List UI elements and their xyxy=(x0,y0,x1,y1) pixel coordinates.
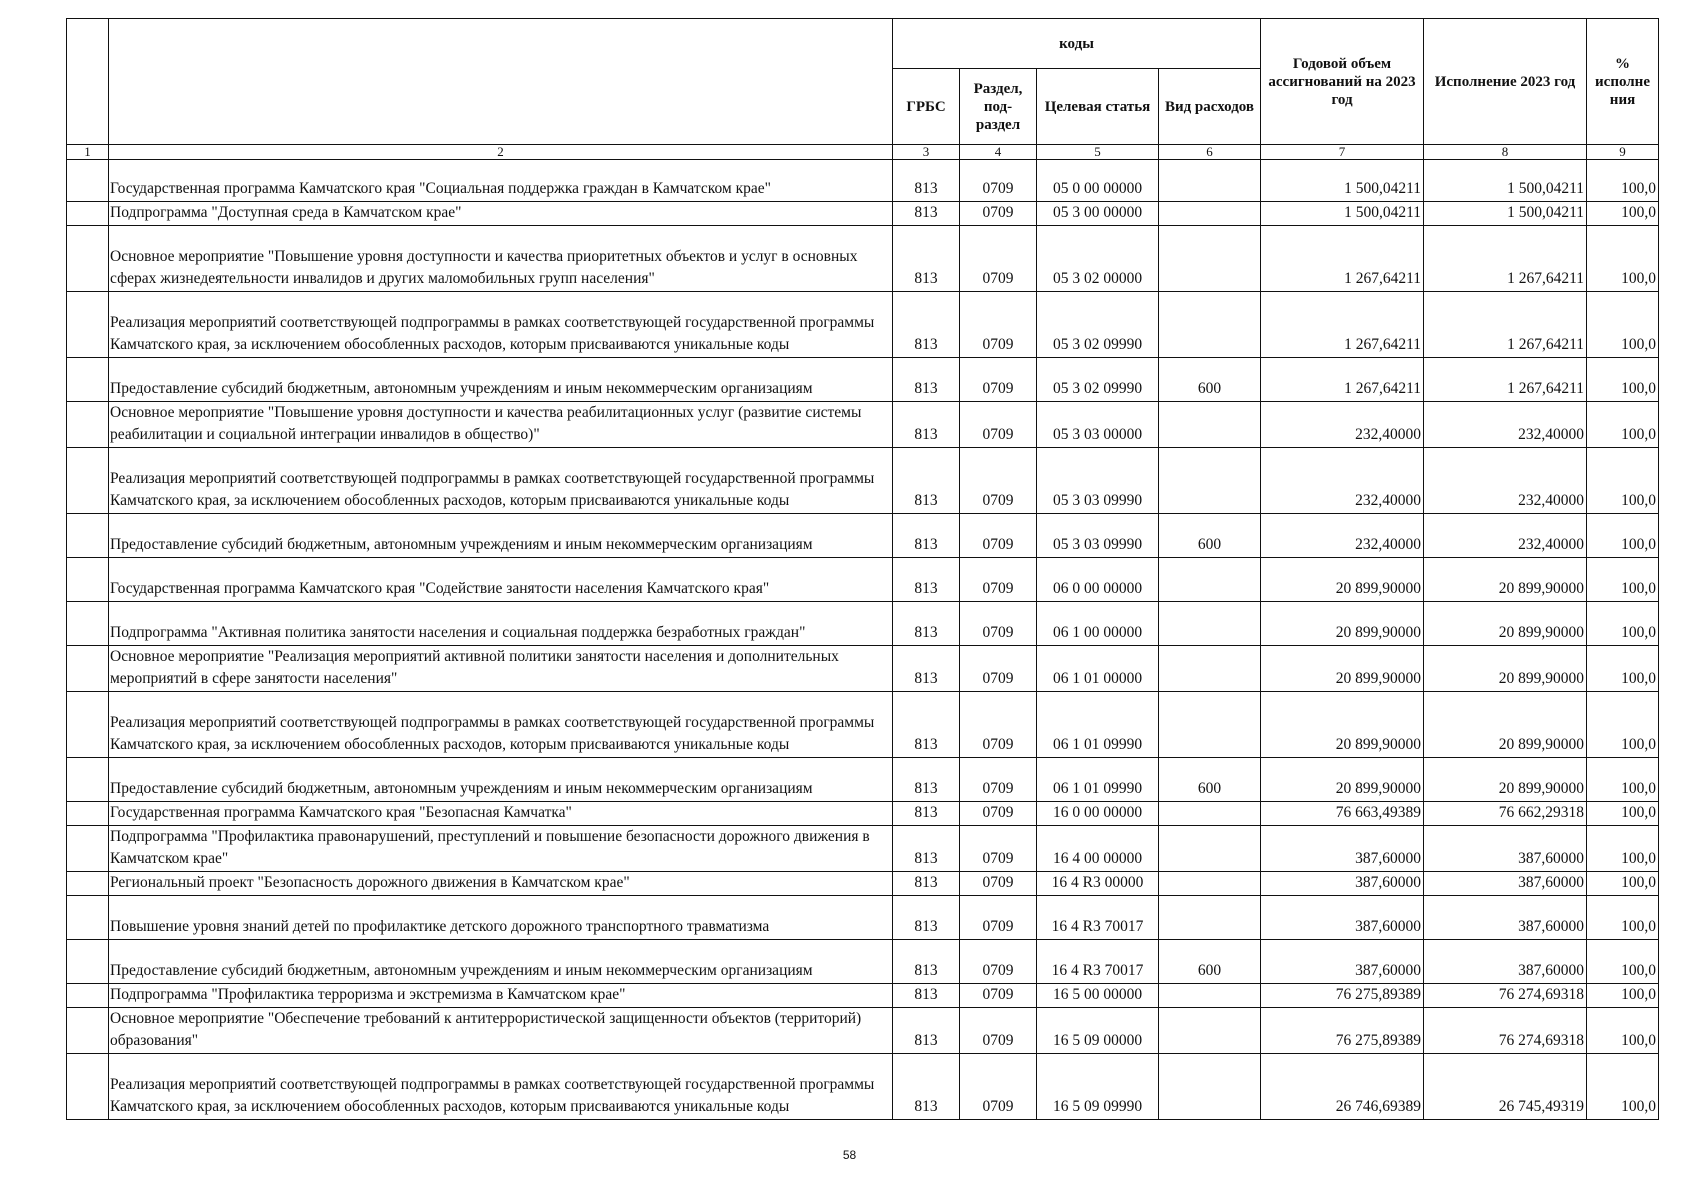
header-expense-type: Вид расходов xyxy=(1159,69,1261,145)
colnum: 6 xyxy=(1159,145,1261,160)
row-grbs: 813 xyxy=(893,646,960,692)
table-row xyxy=(67,558,1659,602)
row-target-code: 05 3 02 09990 xyxy=(1037,358,1159,402)
row-section: 0709 xyxy=(960,358,1037,402)
row-index-cell xyxy=(67,826,109,872)
row-percent: 100,0 xyxy=(1587,646,1659,692)
row-name: Повышение уровня знаний детей по профилактике детского дорожного транспортного травматизма xyxy=(109,896,893,940)
row-percent: 100,0 xyxy=(1587,358,1659,402)
row-percent: 100,0 xyxy=(1587,984,1659,1008)
row-annual-amount: 1 500,04211 xyxy=(1261,202,1424,226)
row-grbs: 813 xyxy=(893,826,960,872)
row-expense-type xyxy=(1159,202,1261,226)
row-execution-amount: 1 500,04211 xyxy=(1424,202,1587,226)
row-grbs: 813 xyxy=(893,202,960,226)
row-name: Предоставление субсидий бюджетным, автономным учреждениям и иным некоммерческим организациям xyxy=(109,358,893,402)
row-percent: 100,0 xyxy=(1587,226,1659,292)
row-expense-type xyxy=(1159,558,1261,602)
row-expense-type xyxy=(1159,692,1261,758)
row-expense-type: 600 xyxy=(1159,758,1261,802)
column-number-row xyxy=(67,145,1659,160)
row-annual-amount: 76 275,89389 xyxy=(1261,984,1424,1008)
colnum: 1 xyxy=(67,145,109,160)
row-percent: 100,0 xyxy=(1587,202,1659,226)
row-section: 0709 xyxy=(960,558,1037,602)
page-number: 58 xyxy=(842,1148,857,1162)
row-name: Реализация мероприятий соответствующей подпрограммы в рамках соответствующей государственной программы Камчатского края, за исключением обособленных расходов, которым присваиваются уникальные коды xyxy=(109,1054,893,1120)
row-execution-amount: 232,40000 xyxy=(1424,402,1587,448)
row-percent: 100,0 xyxy=(1587,402,1659,448)
row-annual-amount: 1 267,64211 xyxy=(1261,226,1424,292)
row-section: 0709 xyxy=(960,826,1037,872)
row-name: Реализация мероприятий соответствующей подпрограммы в рамках соответствующей государственной программы Камчатского края, за исключением обособленных расходов, которым присваиваются уникальные коды xyxy=(109,692,893,758)
row-section: 0709 xyxy=(960,202,1037,226)
row-target-code: 06 1 00 00000 xyxy=(1037,602,1159,646)
row-execution-amount: 76 274,69318 xyxy=(1424,984,1587,1008)
row-name: Подпрограмма "Активная политика занятости населения и социальная поддержка безработных граждан" xyxy=(109,602,893,646)
row-execution-amount: 1 267,64211 xyxy=(1424,226,1587,292)
row-expense-type xyxy=(1159,896,1261,940)
table-row xyxy=(67,758,1659,802)
row-index-cell xyxy=(67,160,109,202)
row-grbs: 813 xyxy=(893,802,960,826)
header-grbs: ГРБС xyxy=(893,69,960,145)
row-index-cell xyxy=(67,802,109,826)
row-index-cell xyxy=(67,984,109,1008)
row-index-cell xyxy=(67,202,109,226)
row-annual-amount: 26 746,69389 xyxy=(1261,1054,1424,1120)
row-execution-amount: 76 274,69318 xyxy=(1424,1008,1587,1054)
row-execution-amount: 232,40000 xyxy=(1424,448,1587,514)
row-annual-amount: 232,40000 xyxy=(1261,448,1424,514)
row-grbs: 813 xyxy=(893,558,960,602)
row-annual-amount: 387,60000 xyxy=(1261,826,1424,872)
row-execution-amount: 387,60000 xyxy=(1424,826,1587,872)
row-name: Основное мероприятие "Реализация мероприятий активной политики занятости населения и дополнительных мероприятий в сфере занятости населения" xyxy=(109,646,893,692)
row-index-cell xyxy=(67,758,109,802)
row-expense-type: 600 xyxy=(1159,940,1261,984)
row-index-cell xyxy=(67,602,109,646)
row-target-code: 16 5 09 09990 xyxy=(1037,1054,1159,1120)
row-target-code: 06 0 00 00000 xyxy=(1037,558,1159,602)
row-annual-amount: 232,40000 xyxy=(1261,402,1424,448)
row-execution-amount: 20 899,90000 xyxy=(1424,558,1587,602)
row-target-code: 05 3 03 09990 xyxy=(1037,448,1159,514)
row-execution-amount: 20 899,90000 xyxy=(1424,646,1587,692)
row-execution-amount: 387,60000 xyxy=(1424,940,1587,984)
colnum: 2 xyxy=(109,145,893,160)
row-execution-amount: 1 500,04211 xyxy=(1424,160,1587,202)
row-target-code: 05 3 02 00000 xyxy=(1037,226,1159,292)
row-name: Государственная программа Камчатского края "Социальная поддержка граждан в Камчатском крае" xyxy=(109,160,893,202)
table-row xyxy=(67,292,1659,358)
row-name: Предоставление субсидий бюджетным, автономным учреждениям и иным некоммерческим организациям xyxy=(109,940,893,984)
row-percent: 100,0 xyxy=(1587,692,1659,758)
row-grbs: 813 xyxy=(893,448,960,514)
row-name: Подпрограмма "Профилактика правонарушений, преступлений и повышение безопасности дорожного движения в Камчатском крае" xyxy=(109,826,893,872)
row-grbs: 813 xyxy=(893,358,960,402)
row-index-cell xyxy=(67,558,109,602)
row-grbs: 813 xyxy=(893,984,960,1008)
row-target-code: 05 3 02 09990 xyxy=(1037,292,1159,358)
row-expense-type xyxy=(1159,872,1261,896)
row-target-code: 05 3 03 09990 xyxy=(1037,514,1159,558)
header-percent: % исполне ния xyxy=(1587,19,1659,145)
table-row xyxy=(67,448,1659,514)
row-annual-amount: 232,40000 xyxy=(1261,514,1424,558)
row-name: Реализация мероприятий соответствующей подпрограммы в рамках соответствующей государственной программы Камчатского края, за исключением обособленных расходов, которым присваиваются уникальные коды xyxy=(109,292,893,358)
row-section: 0709 xyxy=(960,802,1037,826)
row-index-cell xyxy=(67,358,109,402)
row-grbs: 813 xyxy=(893,896,960,940)
colnum: 7 xyxy=(1261,145,1424,160)
table-row xyxy=(67,984,1659,1008)
row-index-cell xyxy=(67,692,109,758)
row-percent: 100,0 xyxy=(1587,160,1659,202)
row-section: 0709 xyxy=(960,758,1037,802)
row-expense-type xyxy=(1159,160,1261,202)
row-annual-amount: 1 267,64211 xyxy=(1261,358,1424,402)
row-section: 0709 xyxy=(960,1008,1037,1054)
table-row xyxy=(67,802,1659,826)
row-section: 0709 xyxy=(960,940,1037,984)
row-target-code: 06 1 01 09990 xyxy=(1037,692,1159,758)
row-expense-type xyxy=(1159,1008,1261,1054)
row-percent: 100,0 xyxy=(1587,826,1659,872)
row-index-cell xyxy=(67,940,109,984)
row-index-cell xyxy=(67,1054,109,1120)
row-name: Подпрограмма "Доступная среда в Камчатском крае" xyxy=(109,202,893,226)
row-grbs: 813 xyxy=(893,692,960,758)
table-row xyxy=(67,872,1659,896)
row-target-code: 05 3 00 00000 xyxy=(1037,202,1159,226)
row-name: Основное мероприятие "Повышение уровня доступности и качества приоритетных объектов и услуг в основных сферах жизнедеятельности инвалидов и других маломобильных групп населения" xyxy=(109,226,893,292)
row-grbs: 813 xyxy=(893,940,960,984)
row-index-cell xyxy=(67,402,109,448)
row-target-code: 05 3 03 00000 xyxy=(1037,402,1159,448)
row-execution-amount: 1 267,64211 xyxy=(1424,292,1587,358)
table-row xyxy=(67,1008,1659,1054)
table-row xyxy=(67,692,1659,758)
table-row xyxy=(67,940,1659,984)
row-index-cell xyxy=(67,896,109,940)
row-expense-type xyxy=(1159,402,1261,448)
row-target-code: 16 4 R3 70017 xyxy=(1037,896,1159,940)
row-grbs: 813 xyxy=(893,514,960,558)
table-row xyxy=(67,402,1659,448)
row-name: Реализация мероприятий соответствующей подпрограммы в рамках соответствующей государственной программы Камчатского края, за исключением обособленных расходов, которым присваиваются уникальные коды xyxy=(109,448,893,514)
row-annual-amount: 387,60000 xyxy=(1261,872,1424,896)
row-grbs: 813 xyxy=(893,1054,960,1120)
row-execution-amount: 20 899,90000 xyxy=(1424,602,1587,646)
row-percent: 100,0 xyxy=(1587,896,1659,940)
row-section: 0709 xyxy=(960,160,1037,202)
row-index-cell xyxy=(67,292,109,358)
row-grbs: 813 xyxy=(893,1008,960,1054)
row-name: Государственная программа Камчатского края "Содействие занятости населения Камчатского края" xyxy=(109,558,893,602)
row-expense-type xyxy=(1159,448,1261,514)
row-annual-amount: 387,60000 xyxy=(1261,940,1424,984)
row-annual-amount: 76 663,49389 xyxy=(1261,802,1424,826)
colnum: 8 xyxy=(1424,145,1587,160)
row-percent: 100,0 xyxy=(1587,448,1659,514)
row-percent: 100,0 xyxy=(1587,1054,1659,1120)
colnum: 4 xyxy=(960,145,1037,160)
row-expense-type xyxy=(1159,602,1261,646)
row-grbs: 813 xyxy=(893,402,960,448)
row-execution-amount: 20 899,90000 xyxy=(1424,692,1587,758)
row-target-code: 16 4 R3 70017 xyxy=(1037,940,1159,984)
row-execution-amount: 387,60000 xyxy=(1424,872,1587,896)
row-target-code: 05 0 00 00000 xyxy=(1037,160,1159,202)
row-index-cell xyxy=(67,226,109,292)
budget-execution-table xyxy=(66,18,1659,1120)
table-row xyxy=(67,514,1659,558)
row-expense-type xyxy=(1159,646,1261,692)
row-annual-amount: 76 275,89389 xyxy=(1261,1008,1424,1054)
row-target-code: 16 0 00 00000 xyxy=(1037,802,1159,826)
header-section: Раздел, под-раздел xyxy=(960,69,1037,145)
row-annual-amount: 20 899,90000 xyxy=(1261,558,1424,602)
row-percent: 100,0 xyxy=(1587,514,1659,558)
row-grbs: 813 xyxy=(893,758,960,802)
row-percent: 100,0 xyxy=(1587,1008,1659,1054)
row-section: 0709 xyxy=(960,448,1037,514)
row-section: 0709 xyxy=(960,646,1037,692)
row-index-cell xyxy=(67,872,109,896)
row-name: Основное мероприятие "Повышение уровня доступности и качества реабилитационных услуг (развитие системы реабилитации и социальной интеграции инвалидов в общество)" xyxy=(109,402,893,448)
row-name: Предоставление субсидий бюджетным, автономным учреждениям и иным некоммерческим организациям xyxy=(109,514,893,558)
header-annual: Годовой объем ассигнований на 2023 год xyxy=(1261,19,1424,145)
row-index-cell xyxy=(67,514,109,558)
row-target-code: 16 5 09 00000 xyxy=(1037,1008,1159,1054)
row-execution-amount: 20 899,90000 xyxy=(1424,758,1587,802)
colnum: 5 xyxy=(1037,145,1159,160)
row-grbs: 813 xyxy=(893,160,960,202)
row-index-cell xyxy=(67,1008,109,1054)
row-section: 0709 xyxy=(960,602,1037,646)
row-annual-amount: 20 899,90000 xyxy=(1261,692,1424,758)
row-name: Региональный проект "Безопасность дорожного движения в Камчатском крае" xyxy=(109,872,893,896)
row-section: 0709 xyxy=(960,896,1037,940)
row-section: 0709 xyxy=(960,1054,1037,1120)
row-percent: 100,0 xyxy=(1587,872,1659,896)
row-expense-type xyxy=(1159,984,1261,1008)
row-section: 0709 xyxy=(960,872,1037,896)
row-expense-type xyxy=(1159,226,1261,292)
header-target: Целевая статья xyxy=(1037,69,1159,145)
row-execution-amount: 232,40000 xyxy=(1424,514,1587,558)
row-target-code: 06 1 01 00000 xyxy=(1037,646,1159,692)
table-row xyxy=(67,160,1659,202)
table-row xyxy=(67,646,1659,692)
row-expense-type: 600 xyxy=(1159,514,1261,558)
header-execution: Исполнение 2023 год xyxy=(1424,19,1587,145)
row-name: Предоставление субсидий бюджетным, автономным учреждениям и иным некоммерческим организациям xyxy=(109,758,893,802)
row-grbs: 813 xyxy=(893,602,960,646)
header-codes: коды xyxy=(893,19,1261,69)
row-section: 0709 xyxy=(960,226,1037,292)
row-expense-type xyxy=(1159,292,1261,358)
row-target-code: 16 4 00 00000 xyxy=(1037,826,1159,872)
row-percent: 100,0 xyxy=(1587,558,1659,602)
row-expense-type xyxy=(1159,802,1261,826)
row-annual-amount: 20 899,90000 xyxy=(1261,646,1424,692)
row-percent: 100,0 xyxy=(1587,758,1659,802)
row-execution-amount: 76 662,29318 xyxy=(1424,802,1587,826)
row-annual-amount: 1 500,04211 xyxy=(1261,160,1424,202)
row-expense-type xyxy=(1159,1054,1261,1120)
row-grbs: 813 xyxy=(893,226,960,292)
row-annual-amount: 1 267,64211 xyxy=(1261,292,1424,358)
row-section: 0709 xyxy=(960,514,1037,558)
table-row xyxy=(67,226,1659,292)
row-index-cell xyxy=(67,448,109,514)
row-annual-amount: 20 899,90000 xyxy=(1261,602,1424,646)
row-section: 0709 xyxy=(960,402,1037,448)
row-index-cell xyxy=(67,646,109,692)
row-percent: 100,0 xyxy=(1587,292,1659,358)
row-section: 0709 xyxy=(960,292,1037,358)
table-row xyxy=(67,202,1659,226)
row-percent: 100,0 xyxy=(1587,602,1659,646)
row-section: 0709 xyxy=(960,692,1037,758)
table-row xyxy=(67,602,1659,646)
row-execution-amount: 387,60000 xyxy=(1424,896,1587,940)
row-execution-amount: 26 745,49319 xyxy=(1424,1054,1587,1120)
table-row xyxy=(67,896,1659,940)
header-blank-col1 xyxy=(67,19,109,145)
row-target-code: 16 5 00 00000 xyxy=(1037,984,1159,1008)
table-row xyxy=(67,826,1659,872)
budget-table-sheet xyxy=(66,18,1658,1120)
row-target-code: 16 4 R3 00000 xyxy=(1037,872,1159,896)
colnum: 9 xyxy=(1587,145,1659,160)
table-row xyxy=(67,358,1659,402)
row-percent: 100,0 xyxy=(1587,940,1659,984)
row-grbs: 813 xyxy=(893,292,960,358)
row-expense-type: 600 xyxy=(1159,358,1261,402)
row-section: 0709 xyxy=(960,984,1037,1008)
row-annual-amount: 20 899,90000 xyxy=(1261,758,1424,802)
row-target-code: 06 1 01 09990 xyxy=(1037,758,1159,802)
row-name: Государственная программа Камчатского края "Безопасная Камчатка" xyxy=(109,802,893,826)
header-blank-col2 xyxy=(109,19,893,145)
row-grbs: 813 xyxy=(893,872,960,896)
table-row xyxy=(67,1054,1659,1120)
row-name: Подпрограмма "Профилактика терроризма и экстремизма в Камчатском крае" xyxy=(109,984,893,1008)
row-annual-amount: 387,60000 xyxy=(1261,896,1424,940)
row-expense-type xyxy=(1159,826,1261,872)
colnum: 3 xyxy=(893,145,960,160)
row-execution-amount: 1 267,64211 xyxy=(1424,358,1587,402)
row-name: Основное мероприятие "Обеспечение требований к антитеррористической защищенности объектов (территорий) образования" xyxy=(109,1008,893,1054)
row-percent: 100,0 xyxy=(1587,802,1659,826)
